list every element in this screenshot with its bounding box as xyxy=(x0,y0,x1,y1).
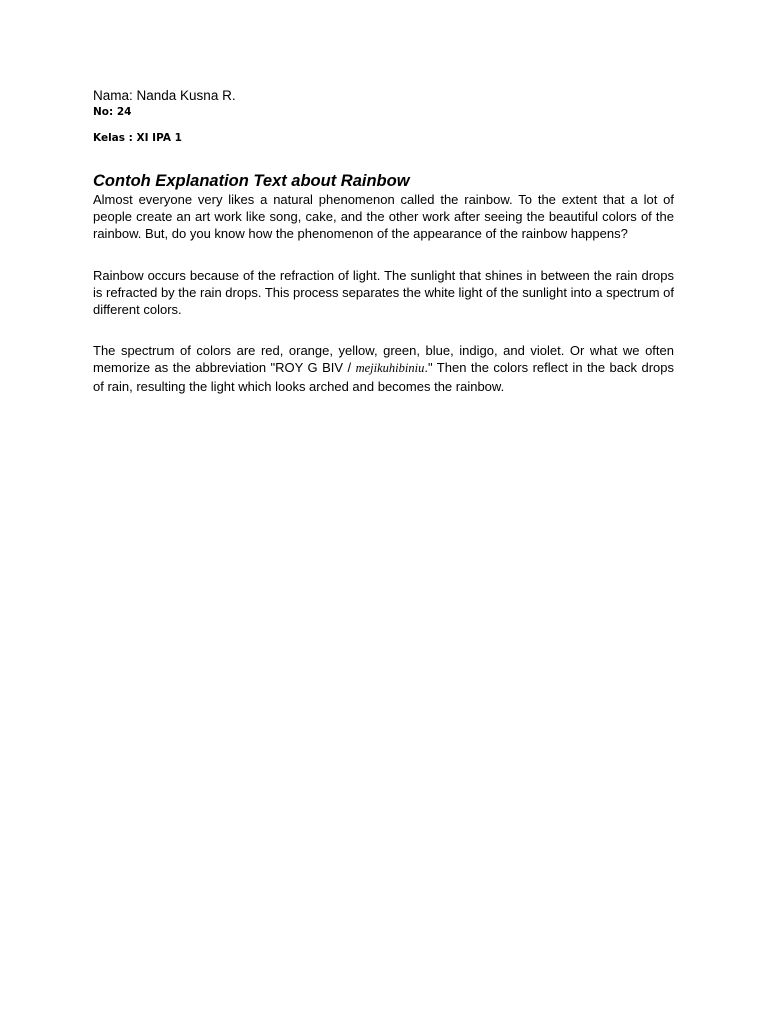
paragraph-spectrum xyxy=(93,342,674,395)
paragraph-spectrum-part2: ." Then the colors reflect in the back drops of rain, resulting the light which looks arched and becomes the rainbow. xyxy=(93,360,674,394)
document-content xyxy=(93,87,674,395)
paragraph-refraction: Rainbow occurs because of the refraction of light. The sunlight that shines in between the rain drops is refracted by the rain drops. This process separates the white light of the sunlight into a spectrum of different colors. xyxy=(93,267,674,318)
mnemonic-italic: mejikuhibiniu xyxy=(355,361,425,376)
document-title: Contoh Explanation Text about Rainbow xyxy=(93,172,410,190)
paragraph-spectrum-part1: The spectrum of colors are red, orange, yellow, green, blue, indigo, and violet. Or what we often memorize as the abbreviation "ROY G BIV / xyxy=(93,343,674,376)
paragraph-intro: Almost everyone very likes a natural phenomenon called the rainbow. To the extent that a lot of people create an art work like song, cake, and the other work after seeing the beautiful colors of the rainbow. But, do you know how the phenomenon of the appearance of the rainbow happens? xyxy=(93,192,674,242)
student-name: Nama: Nanda Kusna R. xyxy=(93,88,236,103)
student-class: Kelas : XI IPA 1 xyxy=(93,132,182,144)
student-number: No: 24 xyxy=(93,106,132,118)
